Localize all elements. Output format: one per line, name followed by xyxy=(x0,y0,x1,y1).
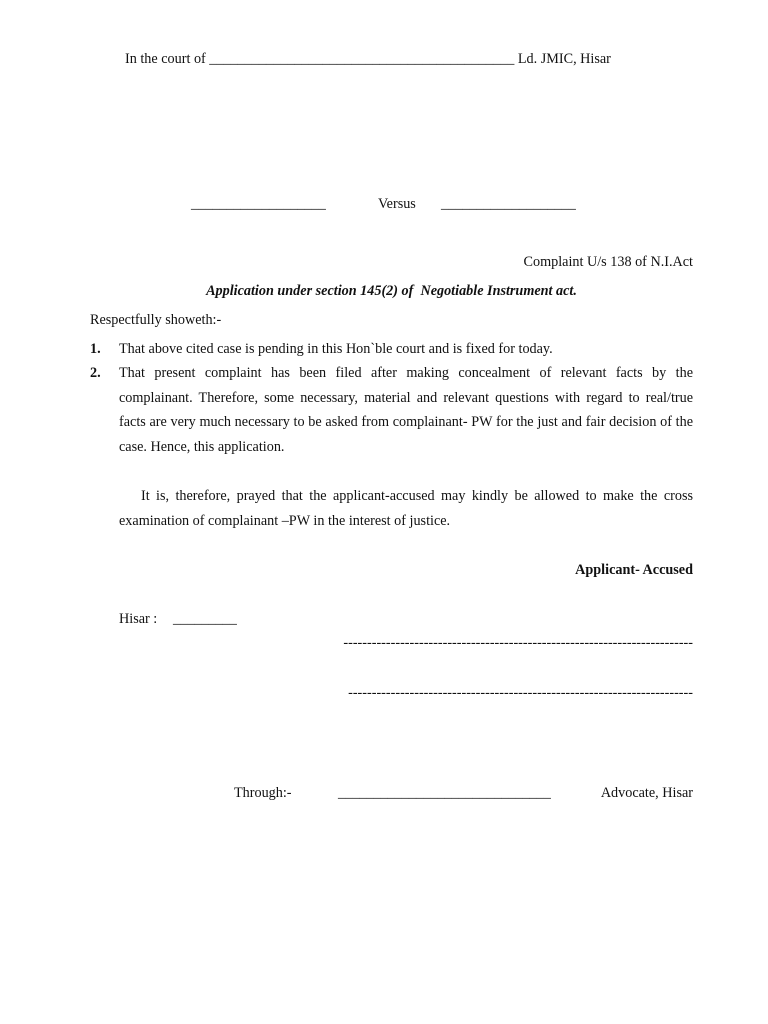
date-blank: _________ xyxy=(173,611,237,627)
prayer-paragraph: It is, therefore, prayed that the applicant-accused may kindly be allowed to make the cross examination of complainant –PW in the interest of justice. xyxy=(119,488,693,529)
signatory-label: Applicant- Accused xyxy=(575,562,693,578)
respondent-blank: ___________________ xyxy=(441,196,576,212)
place-label: Hisar : xyxy=(119,611,158,627)
point-number: 2. xyxy=(90,365,101,381)
through-label: Through:- xyxy=(234,785,292,801)
application-title: Application under section 145(2) of Negotiable Instrument act. xyxy=(206,283,577,299)
advocate-name-blank: ______________________________ xyxy=(338,785,551,801)
court-heading: In the court of ___________________________________________ Ld. JMIC, Hisar xyxy=(125,51,611,67)
signature-line: ------------------------------------------------------------------------- xyxy=(348,685,693,701)
versus-label: Versus xyxy=(378,196,416,212)
point-text: That above cited case is pending in this Hon`ble court and is fixed for today. xyxy=(119,341,553,357)
point-text: That present complaint has been filed after making concealment of relevant facts by the complainant. Therefore, some necessary, material and relevant questions with regard to real/true facts are very much necessary to be asked from complainant- PW for the just and fair decision of the case. Hence, this application. xyxy=(119,365,693,455)
signature-line: -------------------------------------------------------------------------- xyxy=(343,635,693,651)
case-type: Complaint U/s 138 of N.I.Act xyxy=(523,254,693,270)
point-number: 1. xyxy=(90,341,101,357)
advocate-label: Advocate, Hisar xyxy=(600,785,693,801)
petitioner-blank: ___________________ xyxy=(191,196,326,212)
salutation: Respectfully showeth:- xyxy=(90,312,222,328)
